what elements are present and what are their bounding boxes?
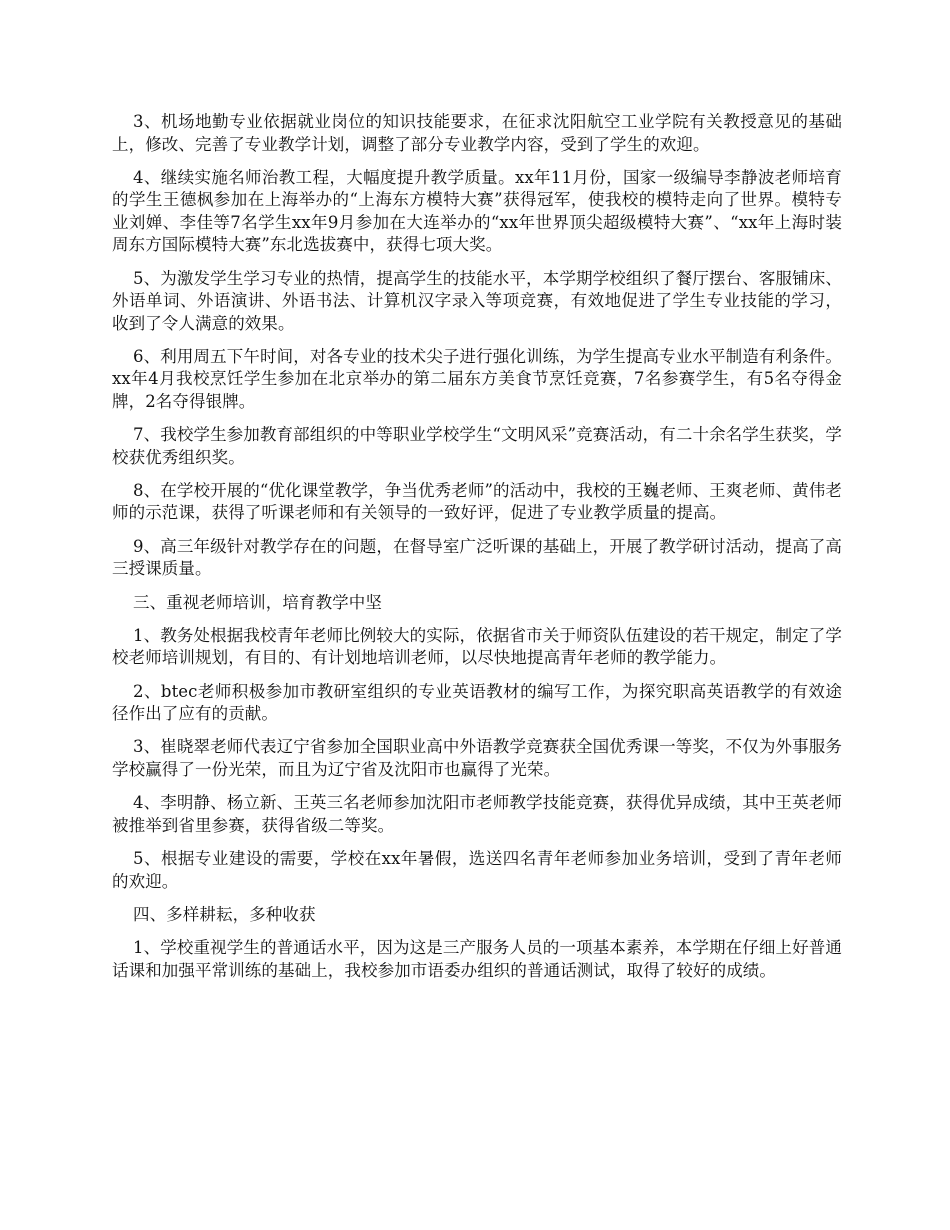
paragraph-5-skill-competitions: 5、为激发学生学习专业的热情，提高学生的技能水平，本学期学校组织了餐厅摆台、客服铺床、外语单词、外语演讲、外语书法、计算机汉字录入等项竞赛，有效地促进了学生专业技能的学习，收到了令人满意的效果。: [112, 268, 842, 333]
paragraph-3-airport-ground-service: 3、机场地勤专业依据就业岗位的知识技能要求，在征求沈阳航空工业学院有关教授意见的基础上，修改、完善了专业教学计划，调整了部分专业教学内容，受到了学生的欢迎。: [112, 112, 842, 154]
paragraph-3-national-award: 3、崔晓翠老师代表辽宁省参加全国职业高中外语教学竞赛获全国优秀课一等奖，不仅为外事服务学校赢得了一份光荣，而且为辽宁省及沈阳市也赢得了光荣。: [112, 737, 842, 779]
section-heading-teacher-training: 三、重视老师培训，培育教学中坚: [132, 592, 382, 612]
paragraph-2-btec-textbook: 2、btec老师积极参加市教研室组织的专业英语教材的编写工作，为探究职高英语教学的有效途径作出了应有的贡献。: [112, 681, 842, 724]
paragraph-8-classroom-optimization: 8、在学校开展的“优化课堂教学，争当优秀老师”的活动中，我校的王巍老师、王爽老师、黄伟老师的示范课，获得了听课老师和有关领导的一致好评，促进了专业教学质量的提高。: [112, 480, 842, 523]
paragraph-9-senior-grade-seminar: 9、高三年级针对教学存在的问题，在督导室广泛听课的基础上，开展了教学研讨活动，提高了高三授课质量。: [112, 536, 842, 579]
paragraph-7-civilization-contest: 7、我校学生参加教育部组织的中等职业学校学生“文明风采”竞赛活动，有二十余名学生获奖，学校获优秀组织奖。: [112, 425, 842, 467]
paragraph-1-training-plan: 1、教务处根据我校青年老师比例较大的实际，依据省市关于师资队伍建设的若干规定，制定了学校老师培训规划，有目的、有计划地培训老师，以尽快地提高青年老师的教学能力。: [112, 625, 842, 668]
section-heading-diverse-harvests: 四、多样耕耘，多种收获: [132, 904, 316, 924]
paragraph-5-summer-training: 5、根据专业建设的需要，学校在xx年暑假，选送四名青年老师参加业务培训，受到了青年老师的欢迎。: [112, 849, 842, 891]
paragraph-4-teaching-skills-contest: 4、李明静、杨立新、王英三名老师参加沈阳市老师教学技能竞赛，获得优异成绩，其中王英老师被推举到省里参赛，获得省级二等奖。: [112, 793, 842, 835]
paragraph-4-famous-teacher-project: 4、继续实施名师治教工程，大幅度提升教学质量。xx年11月份，国家一级编导李静波老师培育的学生王德枫参加在上海举办的“上海东方模特大赛”获得冠军，使我校的模特走向了世界。模特专业刘婵、李佳等7名学生xx年9月参加在大连举办的“xx年世界顶尖超级模特大赛”、“xx年上海时装周东方国际模特大赛”东北选拔赛中，获得七项大奖。: [112, 167, 842, 255]
paragraph-6-friday-training: 6、利用周五下午时间，对各专业的技术尖子进行强化训练，为学生提高专业水平制造有利条件。xx年4月我校烹饪学生参加在北京举办的第二届东方美食节烹饪竞赛，7名参赛学生，有5名夺得金牌，2名夺得银牌。: [112, 346, 842, 411]
paragraph-1-mandarin-level: 1、学校重视学生的普通话水平，因为这是三产服务人员的一项基本素养，本学期在仔细上好普通话课和加强平常训练的基础上，我校参加市语委办组织的普通话测试，取得了较好的成绩。: [112, 938, 842, 980]
document-body: [112, 111, 842, 993]
